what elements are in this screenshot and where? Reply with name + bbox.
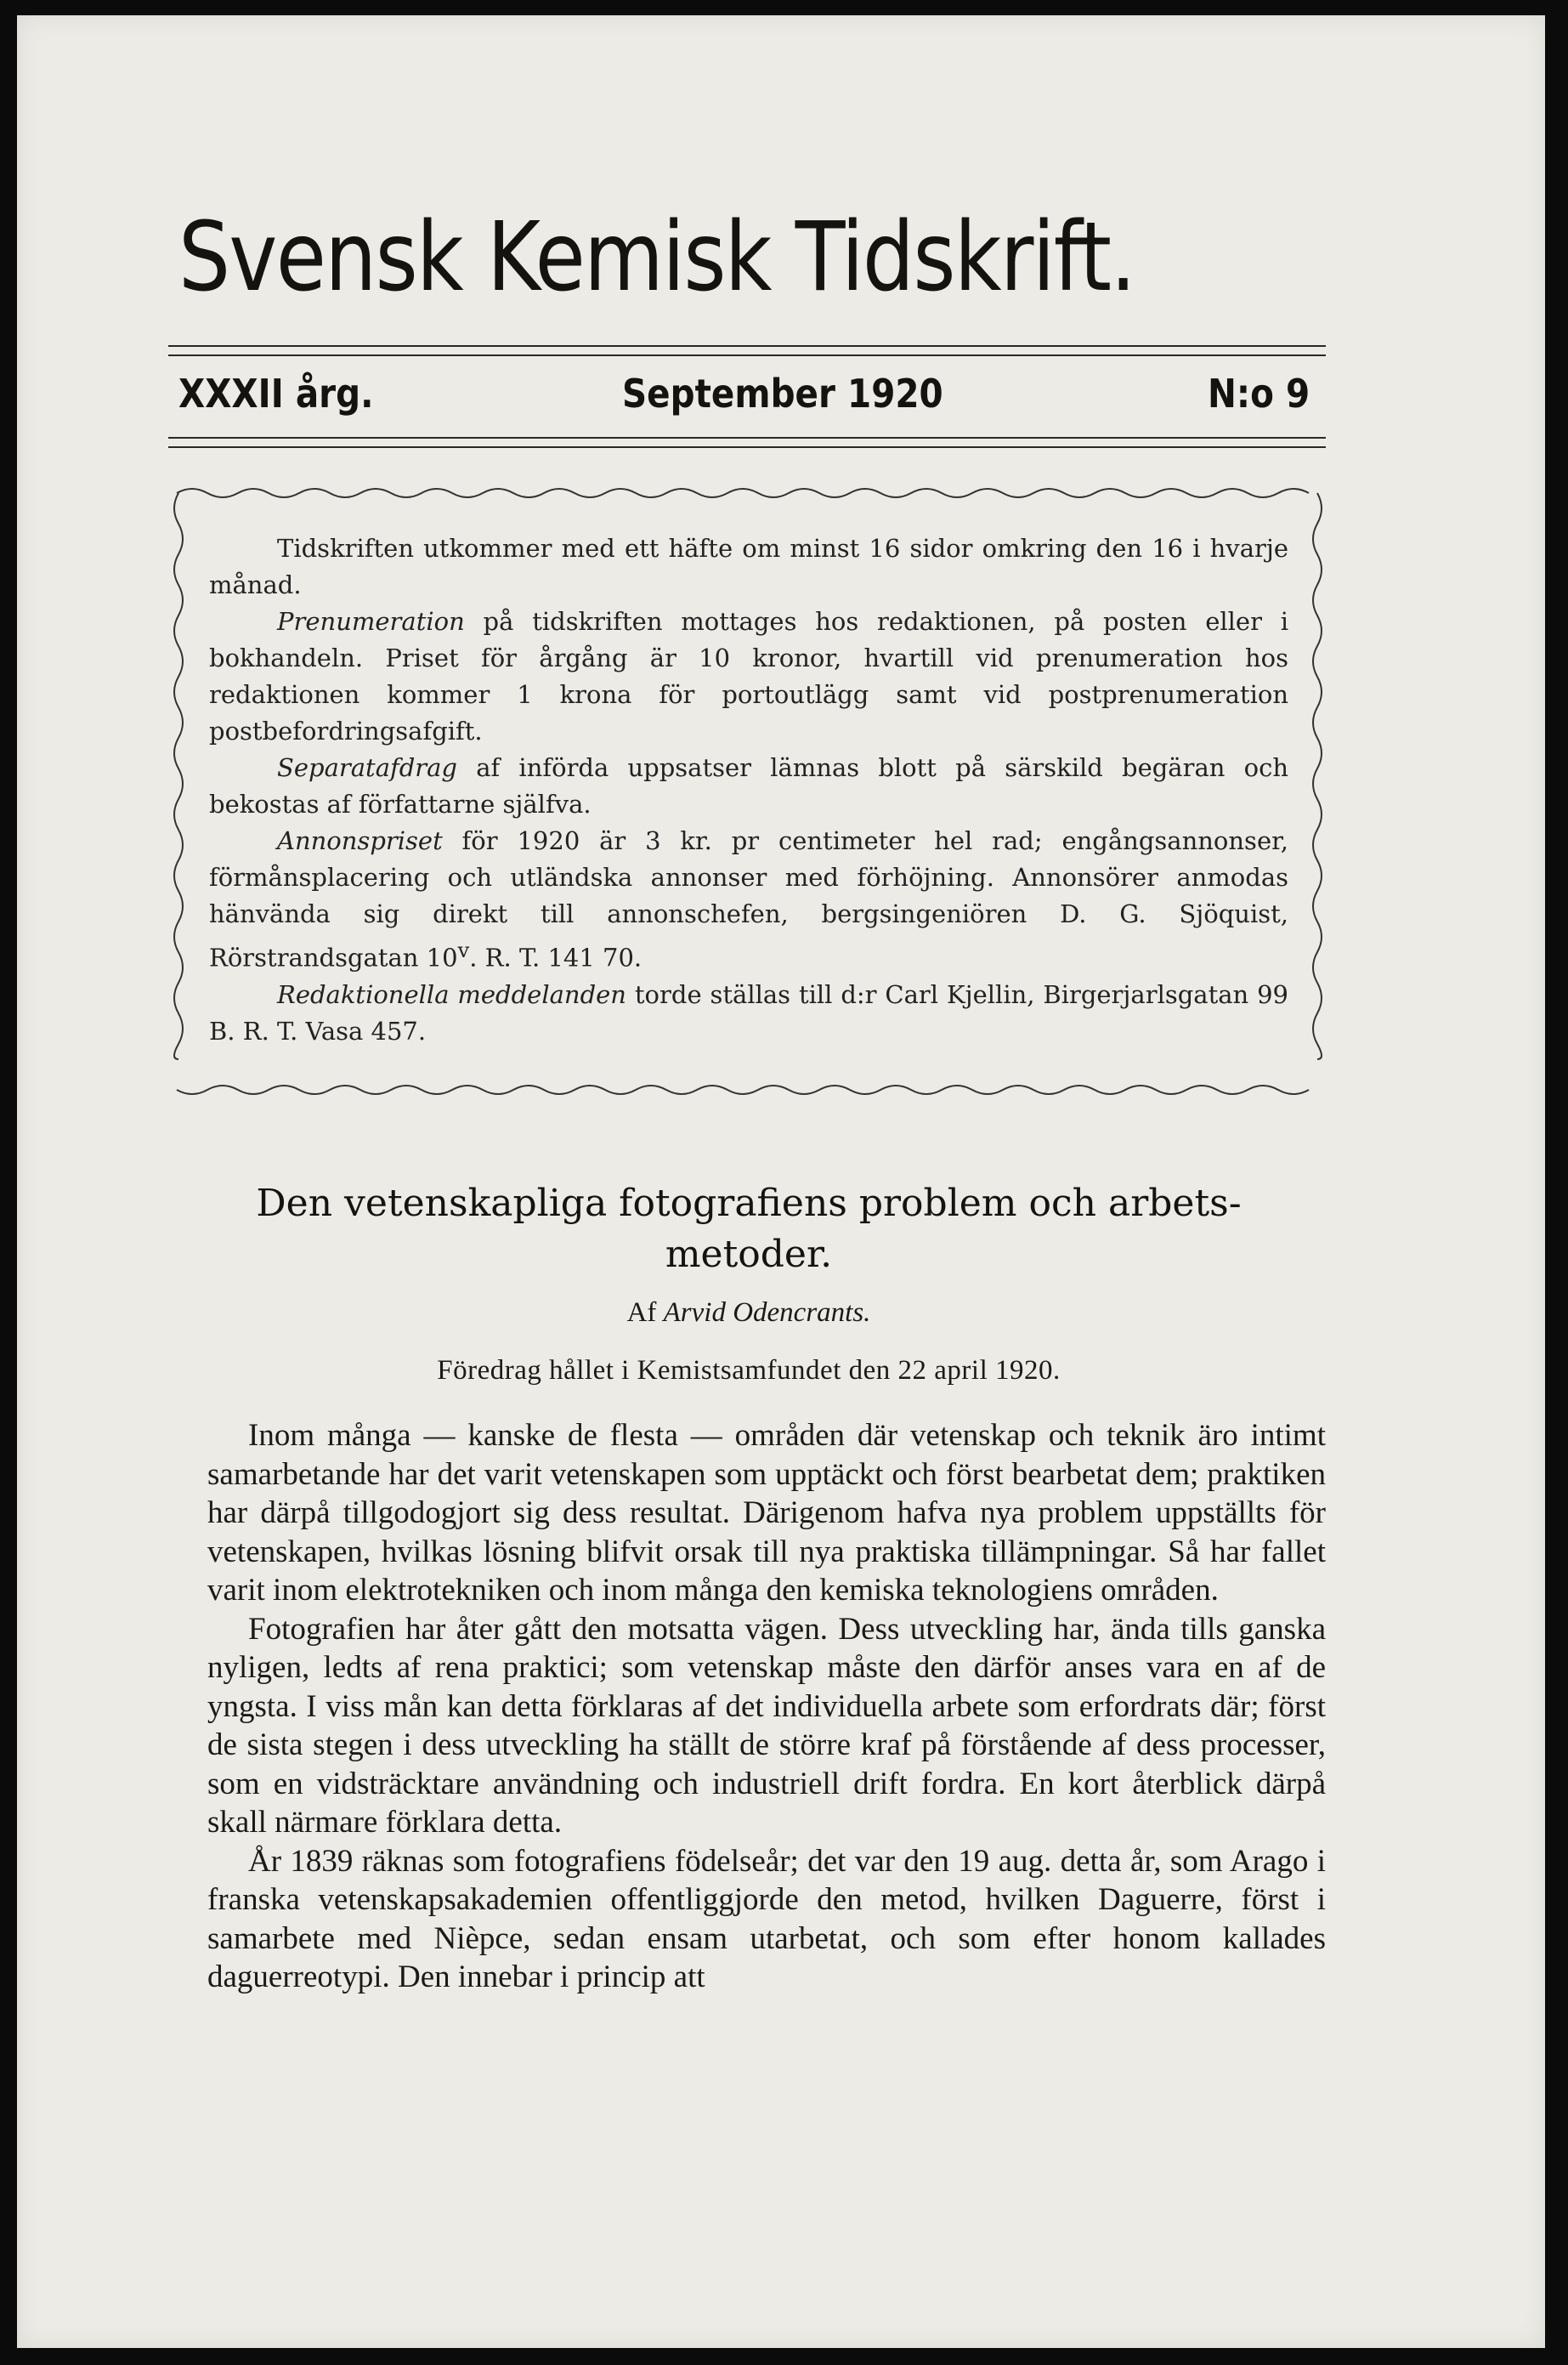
masthead-rule-top (168, 345, 1326, 356)
notice-text: torde ställas till d:r Carl Kjellin, Birgerjarlsgatan 99 B. R. T. Vasa 457. (209, 979, 1288, 1046)
issue-number: N:o 9 (1208, 371, 1310, 417)
article-title (170, 1178, 1327, 1280)
author-name: Arvid Odencrants. (663, 1297, 871, 1328)
notice-paragraph (209, 750, 1288, 823)
notice-paragraph (209, 604, 1288, 750)
journal-title: Svensk Kemisk Tidskrift. (178, 202, 1135, 313)
notice-label: Prenumeration (277, 607, 465, 636)
byline-prefix: Af (626, 1297, 664, 1328)
issue-date: September 1920 (621, 371, 943, 417)
lecture-note: Föredrag hållet i Kemistsamfundet den 22 april 1920. (437, 1355, 1061, 1386)
notice-text: af införda uppsatser lämnas blott på särskild begäran och bekostas af författarne själfva. (209, 753, 1288, 819)
body-paragraph: Inom många — kanske de flesta — områden där vetenskap och teknik äro intimt samarbetande har det varit vetenskapen som upptäckt och först bearbetat dem; praktiken har därpå tillgodogjort sig dess resultat. Därigenom hafva nya problem uppställts för vetenskapen, hvilkas lösning blifvit orsak till nya praktiska tillämpningar. Så har fallet varit inom elektrotekniken och inom många den kemiska teknologiens områden. (207, 1418, 1326, 1608)
notice-paragraph (209, 823, 1288, 977)
notice-label: Redaktionella meddelanden (277, 979, 626, 1009)
issue-line (178, 371, 1324, 417)
body-paragraph: År 1839 räknas som fotografiens födelseår; det var den 19 aug. detta år, som Arago i franska vetenskapsakademien offentliggjorde den metod, hvilken Daguerre, först i samarbete med Nièpce, sedan ensam utarbetat, och som efter honom kallades daguerreotypi. Den innebar i princip att (207, 1843, 1326, 1994)
notice-paragraph: Tidskriften utkommer med ett häfte om minst 16 sidor omkring den 16 i hvarje månad. (209, 534, 1288, 599)
subscription-notice (209, 530, 1288, 1050)
journal-page (17, 15, 1545, 2348)
notice-text: . R. T. 141 70. (469, 943, 642, 973)
article-title-line: Den vetenskapliga fotografiens problem och arbets- (256, 1182, 1242, 1225)
notice-label: Separatafdrag (277, 753, 457, 782)
notice-text: för 1920 är 3 kr. pr centimeter hel rad; engångsannonser, förmånsplacering och utländska annonser med förhöjning. Annonsörer anmodas hänvända sig direkt till annonschefen, bergsingeniören D. G. Sjöquist, Rörstrandsgatan 10 (209, 826, 1288, 973)
notice-text: på tidskriften mottages hos redaktionen, på posten eller i bokhandeln. Priset för årgång är 10 kronor, hvartill vid prenumeration hos redaktionen kommer 1 krona för portoutlägg samt vid postprenumeration postbefordringsafgift. (209, 607, 1288, 746)
superscript: v (457, 939, 470, 962)
article-title-line: metoder. (665, 1233, 833, 1276)
body-paragraph: Fotografien har åter gått den motsatta vägen. Dess utveckling har, ända tills ganska nyligen, ledts af rena praktici; som vetenskap måste den därför anses vara en af de yngsta. I viss mån kan detta förklaras af det individuella arbete som erfordrats där; först de sista stegen i dess utveckling ha ställt de större kraf på förstående af dess processer, som en vidsträcktare användning och industriell drift fordra. En kort återblick därpå skall närmare förklara detta. (207, 1611, 1326, 1840)
notice-label: Annonspriset (277, 826, 443, 855)
volume-label: XXXII årg. (178, 371, 374, 417)
byline (170, 1297, 1327, 1329)
masthead-rule-bottom (168, 437, 1326, 448)
article-body (207, 1416, 1326, 1997)
notice-paragraph (209, 977, 1288, 1050)
